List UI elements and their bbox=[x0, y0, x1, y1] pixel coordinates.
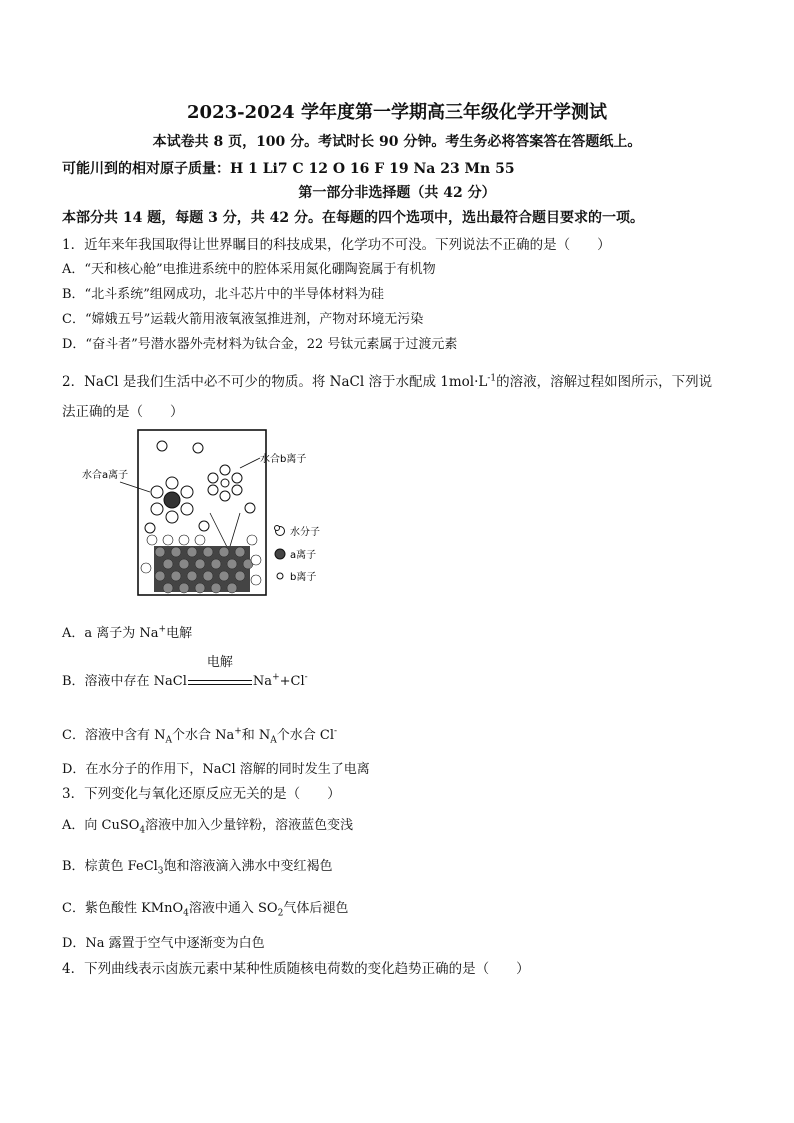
q1-option-a: A．“天和核心舱”电推进系统中的腔体采用氮化硼陶瓷属于有机物 bbox=[62, 262, 436, 277]
q2-option-b: B．溶液中存在 NaCl 电解 Na++Cl- bbox=[62, 654, 308, 689]
nacl-crystal bbox=[141, 535, 261, 593]
q3-option-a: A．向 CuSO$_4$溶液中加入少量锌粉，溶液蓝色变浅 bbox=[62, 818, 354, 836]
exam-info: 本试卷共 8 页，100 分。考试时长 90 分钟。考生务必将答案答在答题纸上。 bbox=[152, 134, 642, 150]
q4-stem: 4．下列曲线表示卤族元素中某种性质随核电荷数的变化趋势正确的是（ ） bbox=[62, 961, 530, 977]
legend-b-ion: b离子 bbox=[290, 572, 317, 583]
q2-stem-line2: 法正确的是（ ） bbox=[62, 404, 184, 420]
atomic-masses: 可能川到的相对原子质量：H 1 Li7 C 12 O 16 F 19 Na 23 Mn 55 bbox=[62, 161, 515, 177]
label-hydrated-a: 水合a离子 bbox=[82, 470, 129, 481]
exam-title: 2023-2024 学年度第一学期高三年级化学开学测试 bbox=[187, 102, 607, 123]
hydrated-a-ion bbox=[151, 477, 193, 523]
q2-option-c: C．溶液中含有 $N_A$个水合 Na+和 $N_A$个水合 Cl- bbox=[62, 726, 338, 746]
q3-option-c: C．紫色酸性 KMnO$_4$溶液中通入 $SO_2$气体后褪色 bbox=[62, 901, 349, 919]
q1-option-c: C．“嫦娥五号”运载火箭用液氧液氢推进剂，产物对环境无污染 bbox=[62, 312, 424, 327]
label-hydrated-b: 水合b离子 bbox=[260, 454, 307, 465]
diagram-legend bbox=[275, 525, 321, 583]
q1-option-d: D．“奋斗者”号潜水器外壳材料为钛合金，22 号钛元素属于过渡元素 bbox=[62, 337, 458, 352]
part-instruction: 本部分共 14 题，每题 3 分，共 42 分。在每题的四个选项中，选出最符合题目要求的一项。 bbox=[62, 210, 644, 226]
q2-stem: 2．NaCl 是我们生活中必不可少的物质。将 NaCl 溶于水配成 $1mol\cdot L^{-1}$的溶液，溶解过程如图所示，下列说 bbox=[62, 373, 713, 390]
legend-a-ion: a离子 bbox=[290, 550, 317, 561]
q3-stem: 3．下列变化与氧化还原反应无关的是（ ） bbox=[62, 786, 341, 802]
q2-option-a: A．a 离子为 Na+电解 bbox=[62, 624, 193, 641]
q1-option-b: B．“北斗系统”组网成功，北斗芯片中的半导体材料为硅 bbox=[62, 287, 384, 302]
hydrated-b-ion bbox=[208, 465, 242, 501]
equilibrium-sign: 电解 bbox=[188, 675, 252, 689]
q3-option-d: D．Na 露置于空气中逐渐变为白色 bbox=[62, 936, 265, 951]
q1-stem: 1．近年来年我国取得让世界瞩目的科技成果，化学功不可没。下列说法不正确的是（ ） bbox=[62, 237, 611, 253]
q3-option-b: B．棕黄色 FeCl$_3$饱和溶液滴入沸水中变红褐色 bbox=[62, 859, 333, 877]
legend-water: 水分子 bbox=[290, 527, 320, 538]
q2-option-d: D．在水分子的作用下，NaCl 溶解的同时发生了电离 bbox=[62, 762, 370, 777]
part-title: 第一部分非选择题（共 42 分） bbox=[298, 185, 496, 201]
dissolution-diagram bbox=[80, 428, 350, 598]
